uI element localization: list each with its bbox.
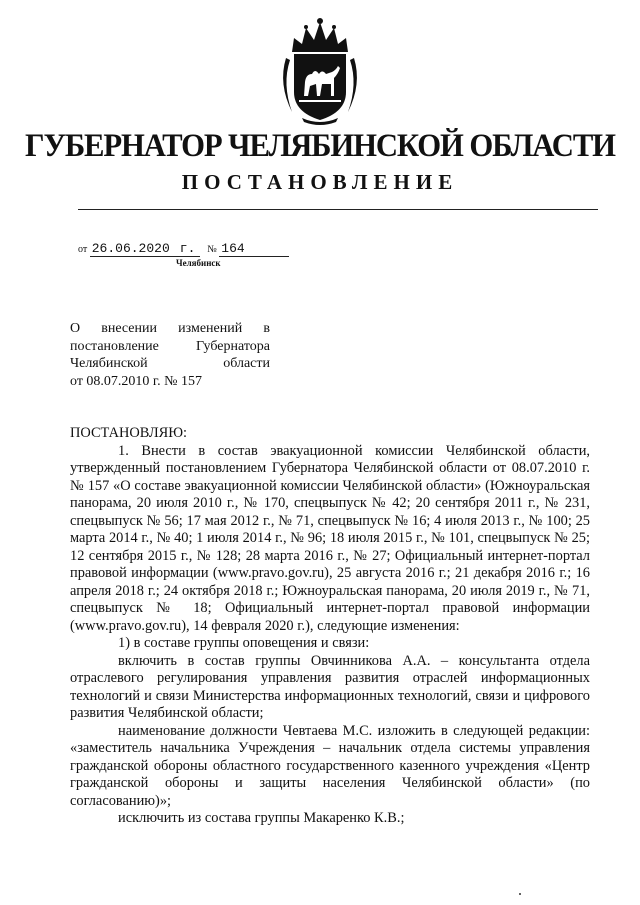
paragraph: 1. Внести в состав эвакуационной комиссии Челябинской области, утвержденный постановлением Губернатора Челябинской области от 08.07.2010 г. № 157 «О составе эвакуационной комиссии Челябинской области» (Южноуральская панорама, 20 июля 2010 г., № 170, спецвыпуск № 42; 20 сентября 2011 г., № 231, спецвыпуск № 56; 17 мая 2012 г., № 71, спецвыпуск № 16; 4 июля 2013 г., № 100; 25 марта 2014 г., № 40; 1 июля 2014 г., № 96; 18 июля 2015 г., № 101, спецвыпуск № 25; 12 сентября 2015 г., № 128; 28 марта 2016 г., № 27; Официальный интернет-портал правовой информации (www.pravo.gov.ru), 25 августа 2016 г.; 21 декабря 2016 г.; 16 апреля 2018 г.; 24 октября 2018 г.; Южноуральская панорама, 20 июля 2019 г., № 71, спецвыпуск № 18; Официальный интернет-портал правовой информации (www.pravo.gov.ru), 14 февраля 2020 г.), следующие изменения: bbox=[70, 442, 590, 634]
document-type: ПОСТАНОВЛЕНИЕ bbox=[181, 170, 459, 194]
registration-line bbox=[78, 241, 289, 257]
subject-line: О внесении изменений в bbox=[70, 321, 270, 336]
number-prefix: № bbox=[207, 244, 217, 255]
date-value: 26.06.2020 bbox=[91, 241, 170, 256]
paragraph: исключить из состава группы Макаренко К.В.; bbox=[118, 810, 405, 826]
paragraph: наименование должности Чевтаева М.С. изложить в следующей редакции: «заместитель начальника Учреждения – начальник отдела системы управления гражданской обороны областного государственного казенного учреждения «Центр гражданской обороны и защиты населения Челябинской области» (по согласованию)»; bbox=[70, 722, 590, 809]
scan-speck bbox=[519, 893, 521, 895]
paragraph: 1) в составе группы оповещения и связи: bbox=[118, 635, 370, 651]
subject-line: Челябинской области bbox=[70, 356, 270, 371]
date-suffix: г. bbox=[179, 241, 196, 256]
document-subject bbox=[70, 320, 270, 390]
header-divider bbox=[78, 209, 598, 210]
subject-line: от 08.07.2010 г. № 157 bbox=[70, 373, 202, 389]
issuer-title: ГУБЕРНАТОР ЧЕЛЯБИНСКОЙ ОБЛАСТИ bbox=[25, 128, 615, 164]
resolution-heading: ПОСТАНОВЛЯЮ: bbox=[70, 425, 188, 441]
chelyabinsk-coat-of-arms-icon bbox=[272, 14, 368, 126]
document-date bbox=[90, 241, 200, 257]
paragraph: включить в состав группы Овчинникова А.А. – консультанта отдела отраслевого регулирования управления развития отраслей информационных технологий и связи Министерства информационных технологий, связи и цифрового развития Челябинской области; bbox=[70, 652, 590, 721]
subject-line: постановление Губернатора bbox=[70, 338, 270, 354]
date-prefix: от bbox=[78, 244, 88, 255]
city-label: Челябинск bbox=[176, 258, 221, 268]
document-number: 164 bbox=[219, 241, 289, 257]
document-body bbox=[70, 425, 590, 828]
